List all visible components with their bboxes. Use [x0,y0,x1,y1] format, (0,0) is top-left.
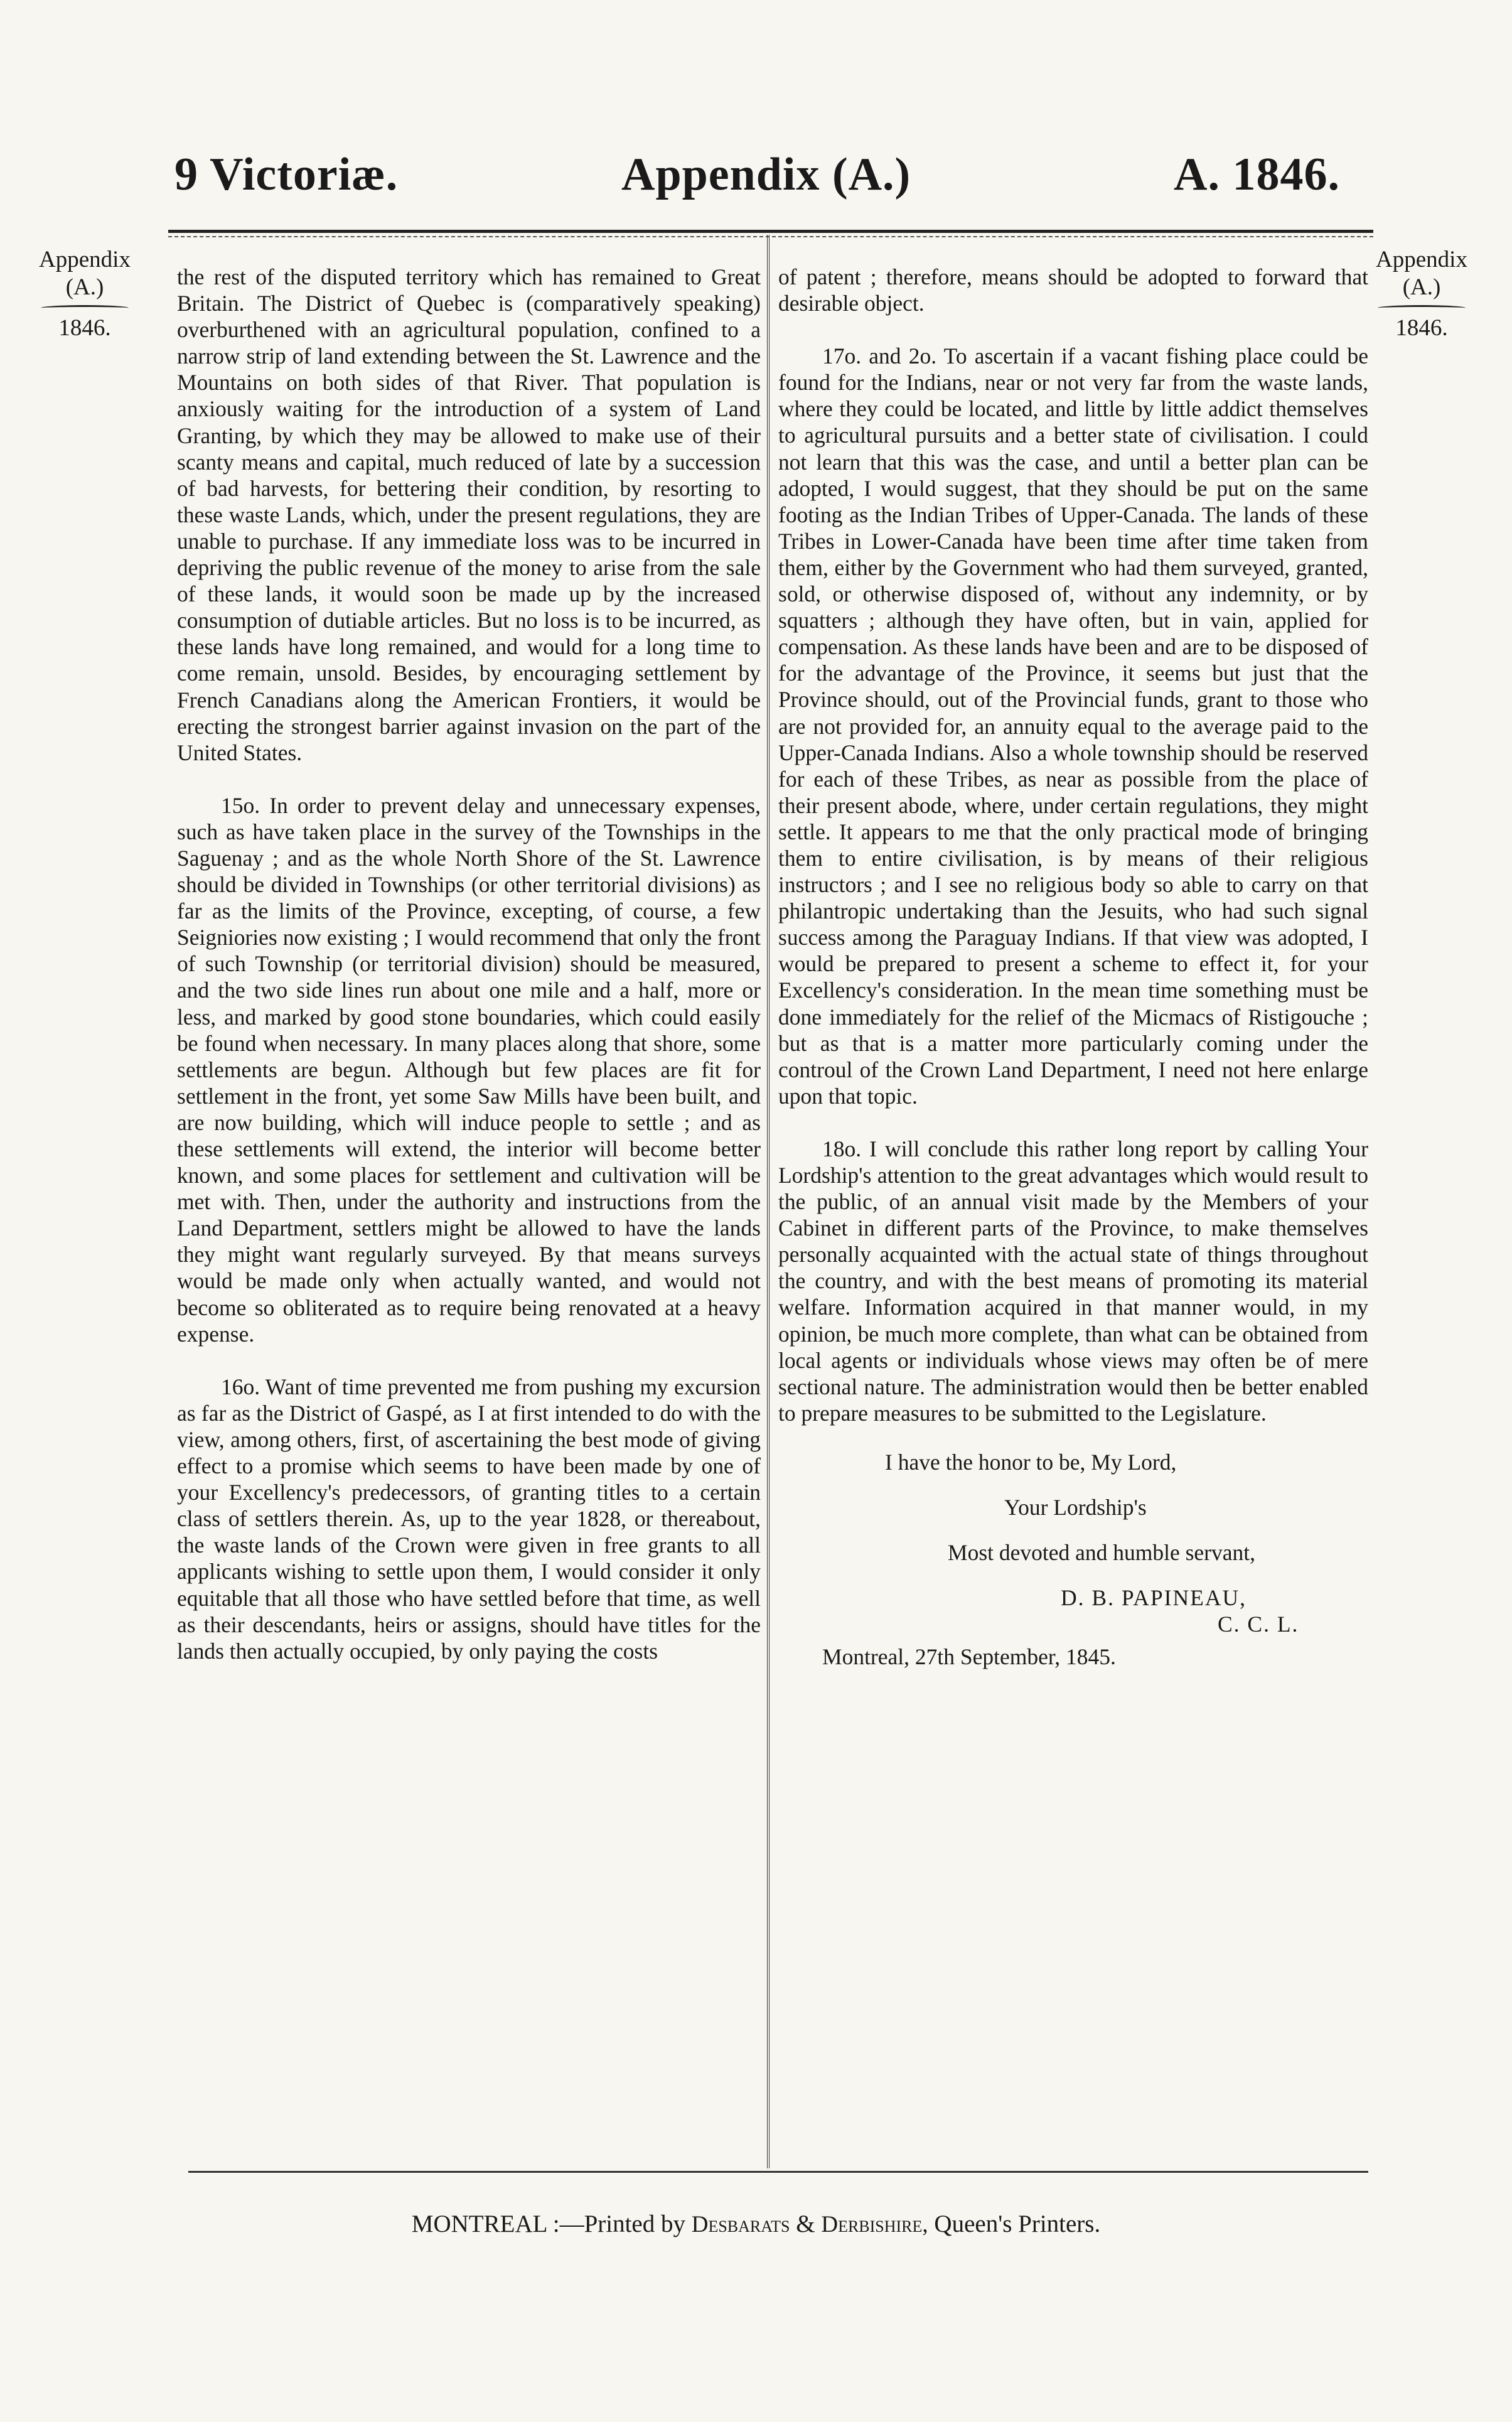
margin-note-right-line3: 1846. [1395,315,1448,341]
margin-note-left-brace [41,305,129,311]
margin-note-left [38,246,132,342]
footer-rule [188,2171,1368,2173]
header-rule [168,230,1373,233]
closing-servant: Most devoted and humble servant, [948,1540,1255,1566]
paragraph-18: 18o. I will conclude this rather long report by calling Your Lordship's attention to the great advantages which would result to the public, of an annual visit made by the Members of your Cabinet in different parts of the Province, to make themselves personally acquainted with the actual state of things throughout the country, and with the best means of promoting its material welfare. Information acquired in that manner would, in my opinion, be much more complete, than what can be obtained from local agents or individuals whose views may often be of mere sectional nature. The administration would then be better enabled to prepare measures to be submitted to the Legislature. [778,1136,1368,1426]
margin-note-left-line3: 1846. [58,315,111,341]
left-paragraph-continued: the rest of the disputed territory which has remained to Great Britain. The District of Quebec is (comparatively speaking) overburthened with an agricultural population, confined to a narrow strip of land extending between the St. Lawrence and the Mountains on both sides of that River. That population is anxiously waiting for the introduction of a system of Land Granting, by which they may be allowed to make use of their scanty means and capital, much reduced of late by a succession of bad harvests, for bettering their condition, by resorting to these waste Lands, which, under the present regulations, they are unable to purchase. If any immediate loss was to be incurred in depriving the public revenue of the money to arise from the sale of these lands, it would soon be made up by the increased consumption of dutiable articles. But no loss is to be incurred, as these lands have long remained, and would for a long time to come remain, unsold. Besides, by encouraging settlement by French Canadians along the American Frontiers, it would be erecting the strongest barrier against invasion on the part of the United States. [177,264,761,765]
signature-title: C. C. L. [1218,1612,1299,1637]
right-paragraph-continued: of patent ; therefore, means should be adopted to forward that desirable object. [778,264,1368,316]
margin-note-right [1375,246,1469,342]
margin-note-left-line2: (A.) [65,274,104,300]
right-column [778,264,1368,1671]
imprint-suffix: Queen's Printers. [934,2210,1101,2237]
closing-lordship: Your Lordship's [1004,1495,1147,1520]
closing-salutation: I have the honor to be, My Lord, [885,1449,1177,1475]
signature-name: D. B. PAPINEAU, [1061,1585,1247,1611]
running-head-session: 9 Victoriæ. [174,149,399,200]
imprint-printer-2: Derbishire, [821,2212,928,2237]
column-divider [767,235,769,2168]
place-and-date: Montreal, 27th September, 1845. [822,1644,1116,1670]
imprint-ampersand: & [796,2210,815,2237]
margin-note-right-brace [1378,305,1466,311]
running-head-title: Appendix (A.) [621,149,911,200]
running-head-year: A. 1846. [1174,149,1340,200]
header-rule-dashed [168,236,1373,237]
margin-note-left-line1: Appendix [39,247,131,272]
margin-note-right-line2: (A.) [1402,274,1441,300]
paragraph-15: 15o. In order to prevent delay and unnecessary expenses, such as have taken place in the survey of the Townships in the Saguenay ; and as the whole North Shore of the St. Lawrence should be divided in Townships (or other territorial divisions) as far as the limits of the Province, excepting, of course, a few Seigniories now existing ; I would recommend that only the front of such Township (or territorial division) should be measured, and the two side lines run about one mile and a half, more or less, and marked by good stone boundaries, which could easily be found when necessary. In many places along that shore, some settlements are begun. Although but few places are fit for settlement in the front, yet some Saw Mills have been built, and are now building, which will induce people to settle ; and as these settlements will extend, the interior will become better known, and some places for settlement and cultivation will be met with. Then, under the authority and instructions from the Land Department, settlers might be allowed to have the lands they might want regularly surveyed. By that means surveys would be made only when actually wanted, and would not become so obliterated as to require being renovated at a heavy expense. [177,792,761,1347]
margin-note-right-line1: Appendix [1376,247,1467,272]
left-column [177,264,761,1664]
imprint-prefix: MONTREAL :—Printed by [411,2210,685,2237]
paragraph-16: 16o. Want of time prevented me from pushing my excursion as far as the District of Gaspé, as I at first intended to do with the view, among others, first, of ascertaining the best mode of giving effect to a promise which seems to have been made by one of your Excellency's predecessors, of granting titles to a certain class of settlers therein. As, up to the year 1828, or thereabout, the waste lands of the Crown were given in free grants to all applicants wishing to settle upon them, I would consider it only equitable that all those who have settled before that time, as well as their descendants, heirs or assigns, should have titles for the lands then actually occupied, by only paying the costs [177,1374,761,1664]
letter-closing [778,1449,1368,1671]
imprint-printer-1: Desbarats [691,2212,790,2237]
paragraph-17: 17o. and 2o. To ascertain if a vacant fishing place could be found for the Indians, near or not very far from the waste lands, where they could be located, and little by little addict themselves to agricultural pursuits and a better state of civilisation. I could not learn that this was the case, and until a better plan can be adopted, I would suggest, that they should be put on the same footing as the Indian Tribes of Upper-Canada. The lands of these Tribes in Lower-Canada have been time after time taken from them, either by the Government who had them surveyed, granted, sold, or otherwise disposed of, without any indemnity, or by squatters ; although they have often, but in vain, applied for compensation. As these lands have been and are to be disposed of for the advantage of the Province, it seems but just that the Province should, out of the Provincial funds, grant to those who are not provided for, an annuity equal to the average paid to the Upper-Canada Indians. Also a whole township should be reserved for each of these Tribes, as near as possible from the place of their present abode, where, under certain regulations, they might settle. It appears to me that the only practical mode of bringing them to entire civilisation, is by means of their religious instructors ; and I see no religious body so able to carry on that philantropic undertaking than the Jesuits, who had such signal success among the Paraguay Indians. If that view was adopted, I would be prepared to present a scheme to effect it, for your Excellency's consideration. In the mean time something must be done immediately for the relief of the Micmacs of Ristigouche ; but as that is a matter more particularly coming under the controul of the Crown Land Department, I need not here enlarge upon that topic. [778,343,1368,1109]
printer-imprint [0,2210,1512,2238]
